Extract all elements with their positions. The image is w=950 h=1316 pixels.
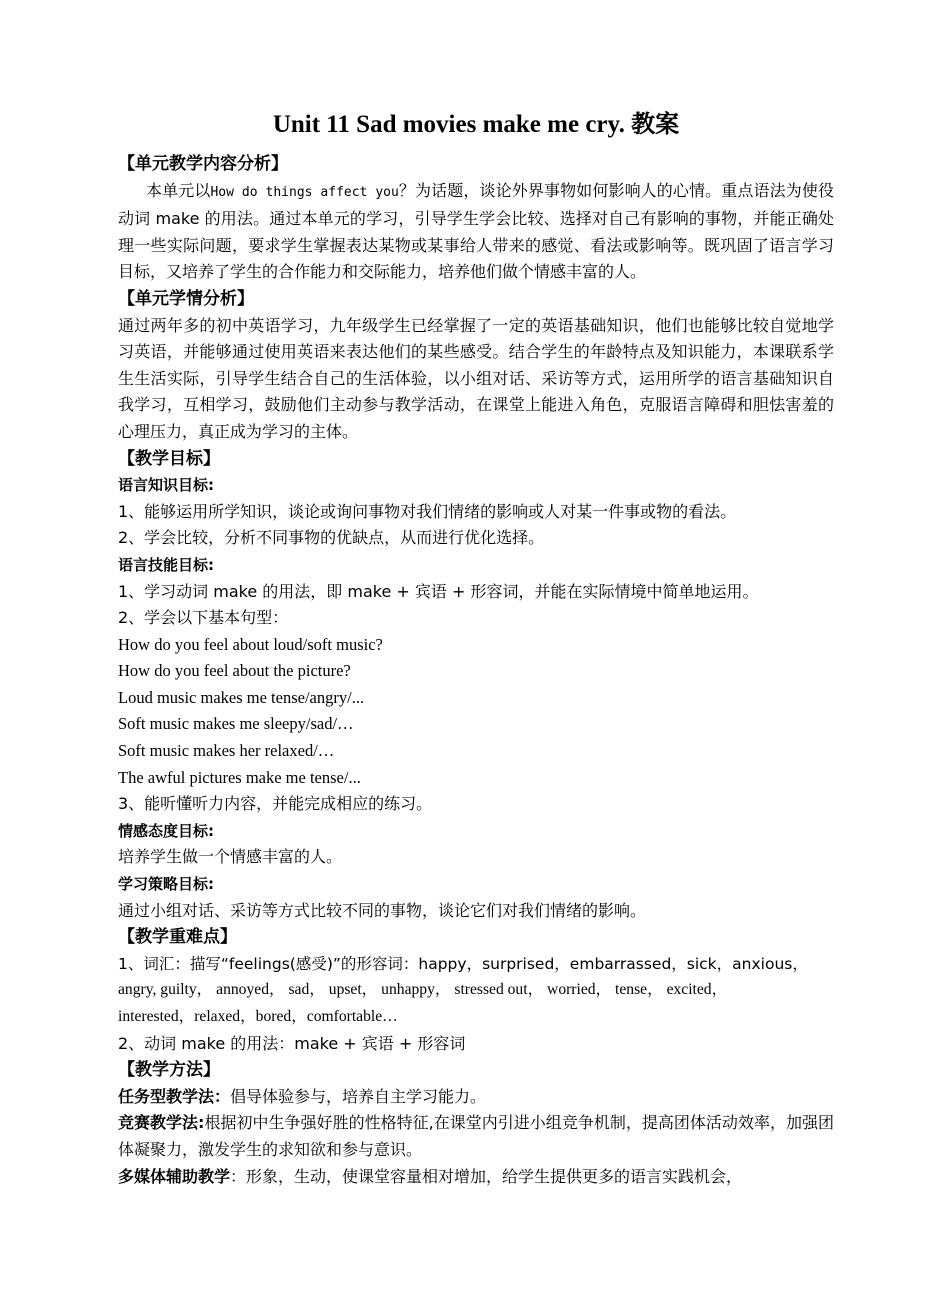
heading-teaching-objectives: 【教学目标】 [118,448,220,469]
paragraph-topic: How do things affect you [210,184,399,200]
method-label: 竞赛教学法: [118,1113,205,1133]
key-point-line: angry, guilty， annoyed， sad， upset， unhappy， stressed out， worried， tense， excited， [118,981,728,999]
key-point-line: 1、词汇：描写“feelings(感受)”的形容词：happy，surprised，embarrassed，sick，anxious， [118,954,808,973]
title-chinese: 教案 [631,110,680,138]
objective-text: 通过小组对话、采访等方式比较不同的事物，谈论它们对我们情绪的影响。 [118,900,647,920]
heading-teaching-methods: 【教学方法】 [118,1060,220,1081]
method-text: 根据初中生争强好胜的性格特征,在课堂内引进小组竞争机制，提高团体活动效率，加强团体凝聚力，激发学生的求知欲和参与意识。 [118,1113,835,1159]
objective-item: 1、学习动词 make 的用法，即 make + 宾语 + 形容词，并能在实际情境中简单地运用。 [118,581,759,601]
heading-unit-content-analysis: 【单元教学内容分析】 [118,154,288,174]
subheading-emotion: 情感态度目标: [118,821,214,840]
sentence-pattern: Soft music makes her relaxed/… [118,741,335,761]
objective-item: 2、学会比较，分析不同事物的优缺点，从而进行优化选择。 [118,528,545,548]
paragraph-pre: 本单元以 [146,180,211,200]
sentence-pattern: Loud music makes me tense/angry/... [118,687,365,707]
method-label: 多媒体辅助教学 [118,1166,231,1186]
objective-item: 3、能听懂听力内容，并能完成相应的练习。 [118,794,433,814]
sentence-pattern: How do you feel about the picture? [118,661,351,681]
document-title [118,104,834,145]
method-text: ：形象，生动，使课堂容量相对增加，给学生提供更多的语言实践机会， [230,1166,743,1186]
method-item [118,1110,834,1163]
paragraph-student-analysis: 通过两年多的初中英语学习，九年级学生已经掌握了一定的英语基础知识，他们也能够比较自觉地学习英语，并能够通过使用英语来表达他们的某些感受。结合学生的年龄特点及知识能力，本课联系学生生活实际，引导学生结合自己的生活体验，以小组对话、采访等方式，运用所学的语言基础知识自我学习，互相学习，鼓励他们主动参与教学活动，在课堂上能进入角色，克服语言障碍和胆怯害羞的心理压力，真正成为学习的主体。 [118,315,834,441]
paragraph-post: ？为话题，谈论外界事物如何影响人的心情。重点语法为使役动词 make 的用法。通过本单元的学习，引导学生学会比较、选择对自己有影响的事物，并能正确处理一些实际问题，要求学生掌握表达某物或某事给人带来的感觉、看法或影响等。既巩固了语言学习目标，又培养了学生的合作能力和交际能力，培养他们做个情感丰富的人。 [118,180,834,282]
sentence-pattern: The awful pictures make me tense/... [118,767,361,787]
key-point-line: 2、动词 make 的用法：make + 宾语 + 形容词 [118,1033,466,1053]
objective-text: 培养学生做一个情感丰富的人。 [118,847,343,867]
paragraph-unit-content-analysis [118,178,834,286]
objective-item: 2、学会以下基本句型： [118,608,289,628]
sentence-pattern: Soft music makes me sleepy/sad/… [118,714,354,734]
heading-student-analysis: 【单元学情分析】 [118,288,254,309]
method-item [118,1164,834,1191]
subheading-strategy: 学习策略目标: [118,875,214,894]
subheading-language-skill: 语言技能目标: [118,555,214,574]
method-item [118,1084,834,1111]
subheading-language-knowledge: 语言知识目标: [118,476,214,495]
method-label: 任务型教学法： [118,1086,231,1106]
title-english: Unit 11 Sad movies make me cry. [272,111,625,138]
method-text: 倡导体验参与，培养自主学习能力。 [230,1086,487,1106]
key-point-line: interested，relaxed，bored，comfortable… [118,1008,398,1025]
heading-key-points: 【教学重难点】 [118,927,237,948]
objective-item: 1、能够运用所学知识，谈论或询问事物对我们情绪的影响或人对某一件事或物的看法。 [118,501,737,521]
document-page [118,104,834,1190]
sentence-pattern: How do you feel about loud/soft music? [118,634,383,654]
